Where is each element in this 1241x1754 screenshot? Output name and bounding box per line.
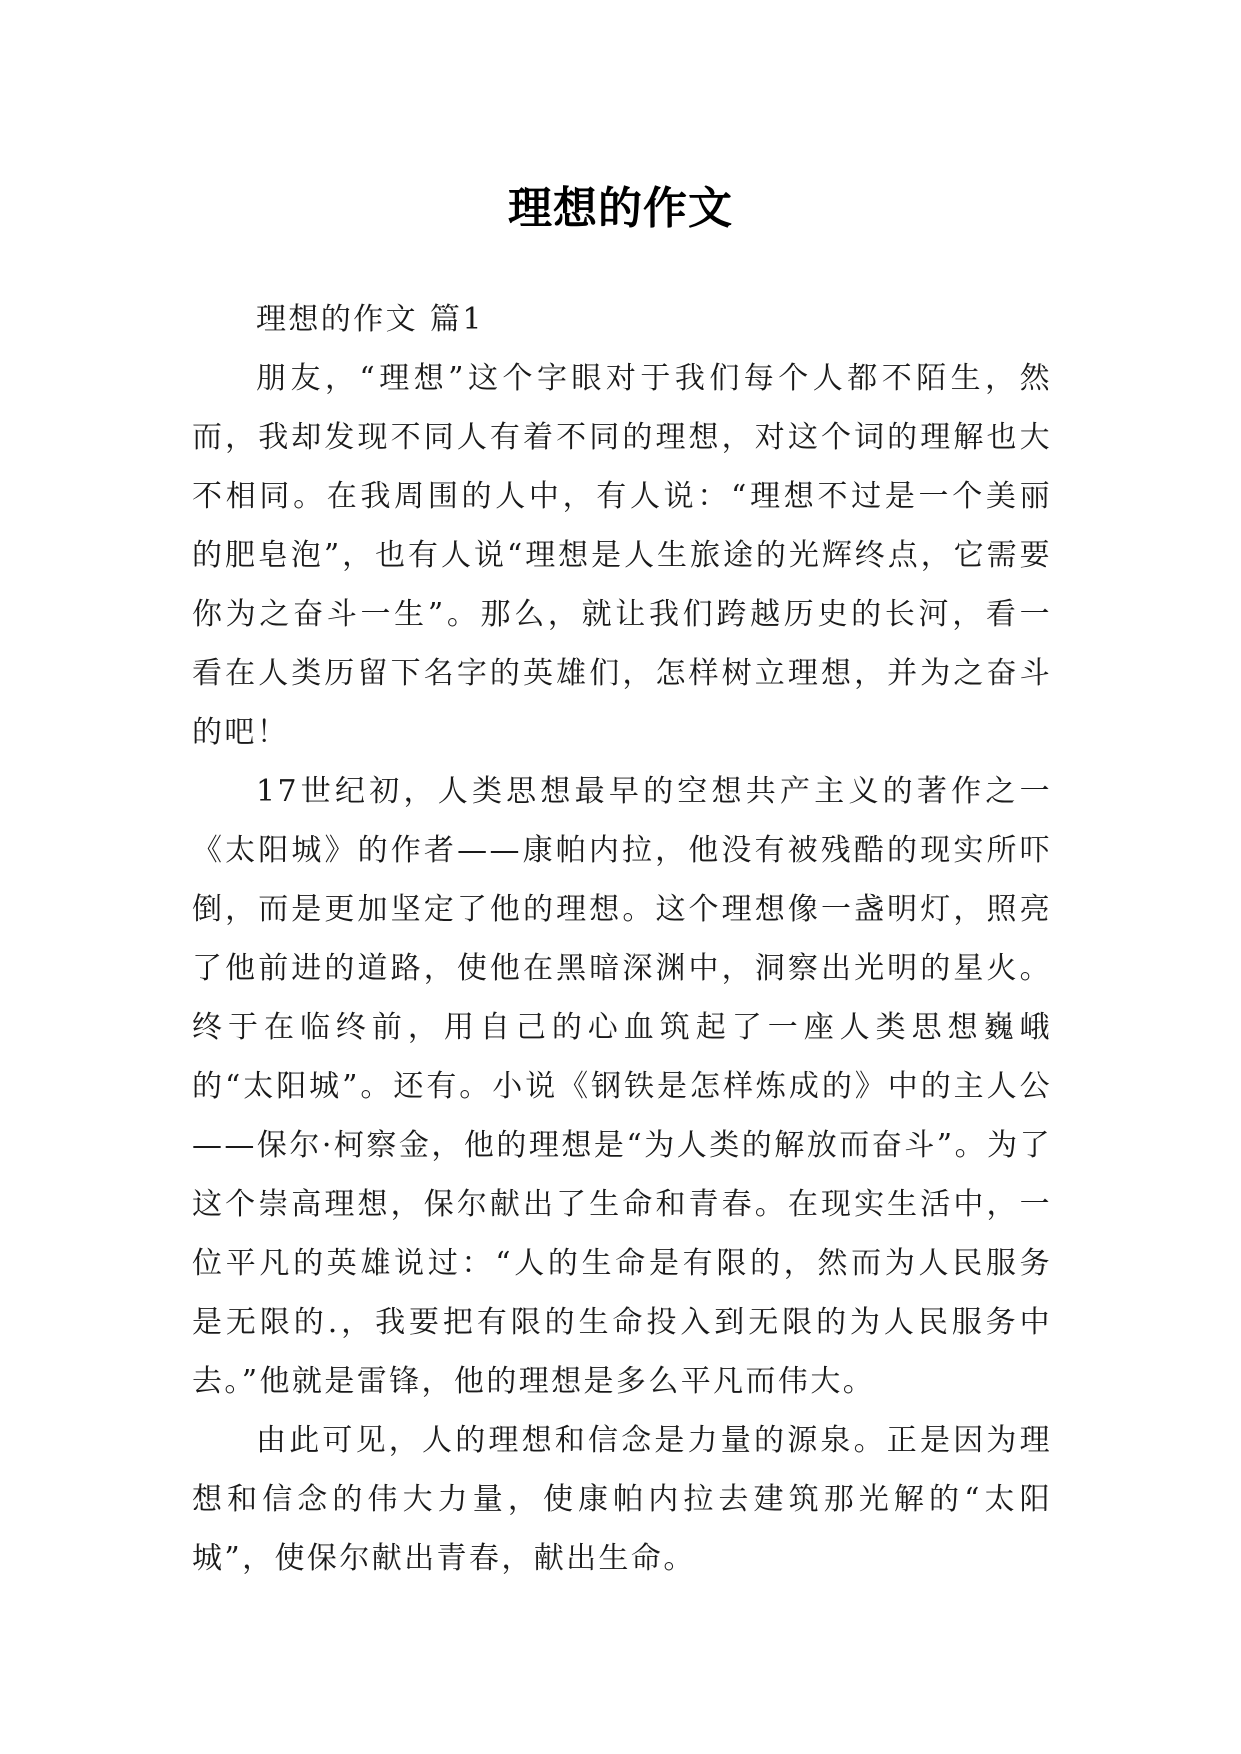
document-body [192,290,1052,1588]
paragraph-3: 由此可见，人的理想和信念是力量的源泉。正是因为理想和信念的伟大力量，使康帕内拉去建筑那光解的“太阳城”，使保尔献出青春，献出生命。 [192,1423,1052,1576]
paragraph-2: 17世纪初，人类思想最早的空想共产主义的著作之一《太阳城》的作者——康帕内拉，他没有被残酷的现实所吓倒，而是更加坚定了他的理想。这个理想像一盏明灯，照亮了他前进的道路，使他在黑暗深渊中，洞察出光明的星火。终于在临终前，用自己的心血筑起了一座人类思想巍峨的“太阳城”。还有。小说《钢铁是怎样炼成的》中的主人公——保尔·柯察金，他的理想是“为人类的解放而奋斗”。为了这个崇高理想，保尔献出了生命和青春。在现实生活中，一位平凡的英雄说过：“人的生命是有限的，然而为人民服务是无限的.，我要把有限的生命投入到无限的为人民服务中去。”他就是雷锋，他的理想是多么平凡而伟大。 [192,774,1052,1399]
paragraph-1: 朋友，“理想”这个字眼对于我们每个人都不陌生，然而，我却发现不同人有着不同的理想，对这个词的理解也大不相同。在我周围的人中，有人说：“理想不过是一个美丽的肥皂泡”，也有人说“理想是人生旅途的光辉终点，它需要你为之奋斗一生”。那么，就让我们跨越历史的长河，看一看在人类历留下名字的英雄们，怎样树立理想，并为之奋斗的吧！ [192,361,1052,750]
section-heading: 理想的作文 篇1 [256,302,484,337]
document-title: 理想的作文 [508,183,733,235]
